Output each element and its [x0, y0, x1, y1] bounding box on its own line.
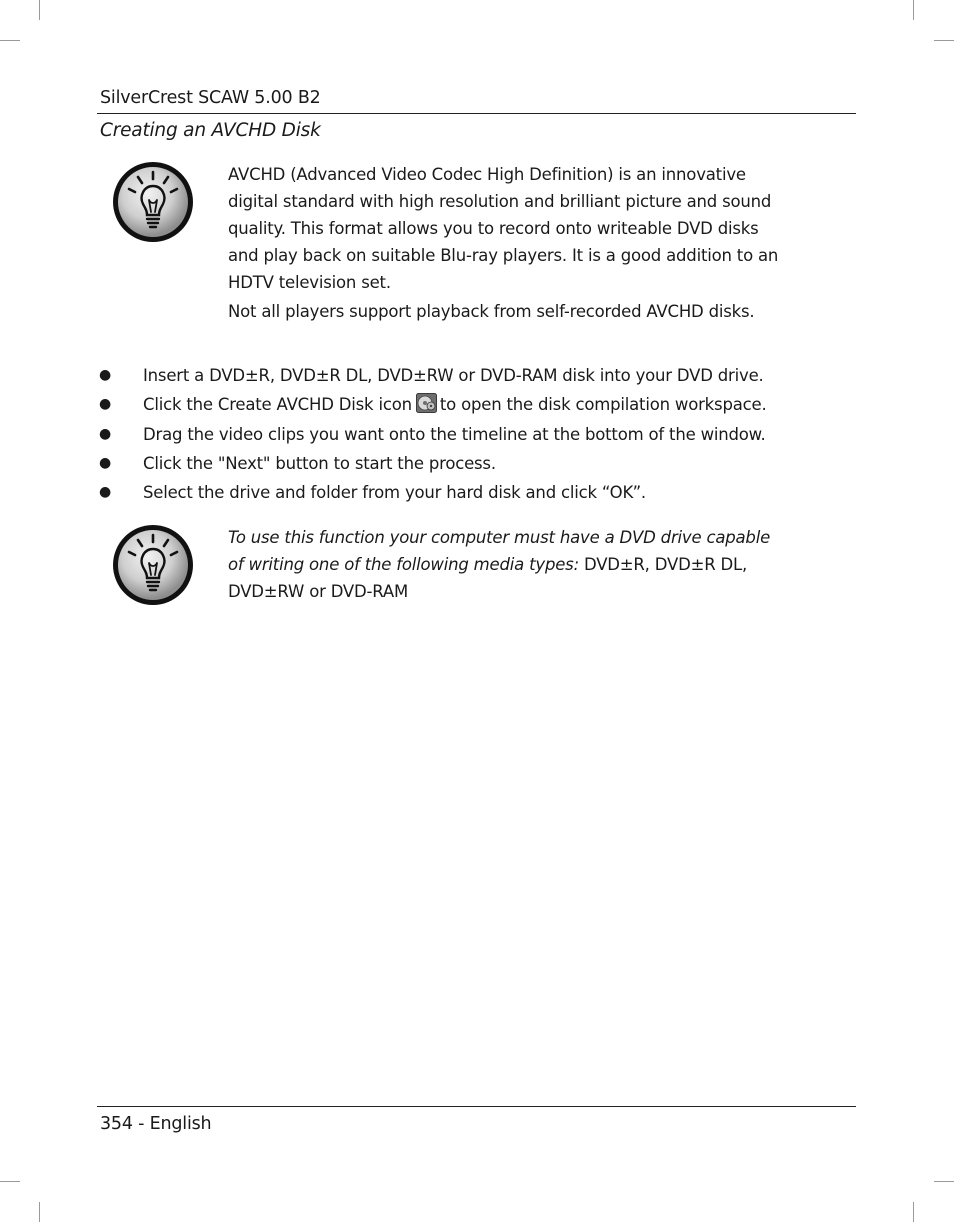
- create-avchd-disk-icon: [416, 393, 437, 413]
- crop-mark: [913, 0, 914, 20]
- bullet-icon: ●: [99, 454, 112, 471]
- crop-mark: [39, 1202, 40, 1222]
- note-requirement-italic: To use this function your computer must have a DVD drive capable of writing one of the following media types:: [228, 528, 771, 574]
- list-item: [98, 390, 818, 419]
- section-title: Creating an AVCHD Disk: [100, 120, 321, 141]
- note-requirement-media: DVD±R, DVD±R DL, DVD±RW or DVD-RAM: [228, 555, 748, 601]
- step-text: Drag the video clips you want onto the timeline at the bottom of the window.: [143, 424, 766, 444]
- header-rule: [97, 113, 856, 114]
- note-intro: [228, 161, 788, 325]
- note-requirement: [228, 524, 788, 605]
- lightbulb-icon: [111, 523, 195, 607]
- bullet-icon: ●: [99, 425, 112, 442]
- step-text: Click the "Next" button to start the process.: [143, 453, 496, 473]
- list-item: [98, 420, 818, 449]
- note-requirement-paragraph: [228, 524, 788, 605]
- list-item: [98, 478, 818, 507]
- crop-mark: [0, 1181, 20, 1182]
- footer-rule: [97, 1106, 856, 1107]
- note-intro-paragraph: AVCHD (Advanced Video Codec High Definition) is an innovative digital standard with high resolution and brilliant picture and sound quality. This format allows you to record onto writeable DVD disks and play back on suitable Blu-ray players. It is a good addition to an HDTV television set.: [228, 165, 779, 292]
- list-item: [98, 449, 818, 478]
- step-text: Select the drive and folder from your hard disk and click “OK”.: [143, 483, 646, 503]
- lightbulb-icon: [111, 160, 195, 244]
- step-text: Insert a DVD±R, DVD±R DL, DVD±RW or DVD-RAM disk into your DVD drive.: [143, 366, 764, 385]
- header-product-name: SilverCrest SCAW 5.00 B2: [100, 88, 321, 108]
- step-text: Click the Create AVCHD Disk icon: [143, 395, 412, 415]
- crop-mark: [913, 1202, 914, 1222]
- crop-mark: [934, 40, 954, 41]
- list-item: [98, 361, 818, 390]
- steps-list: [98, 361, 818, 507]
- note-intro-paragraph-2: Not all players support playback from self-recorded AVCHD disks.: [228, 302, 755, 321]
- bullet-icon: ●: [99, 396, 112, 413]
- bullet-icon: ●: [99, 367, 112, 383]
- crop-mark: [39, 0, 40, 20]
- crop-mark: [0, 40, 20, 41]
- page-number: 354 - English: [100, 1114, 212, 1134]
- crop-mark: [934, 1181, 954, 1182]
- step-text: to open the disk compilation workspace.: [439, 395, 767, 415]
- bullet-icon: ●: [99, 484, 112, 501]
